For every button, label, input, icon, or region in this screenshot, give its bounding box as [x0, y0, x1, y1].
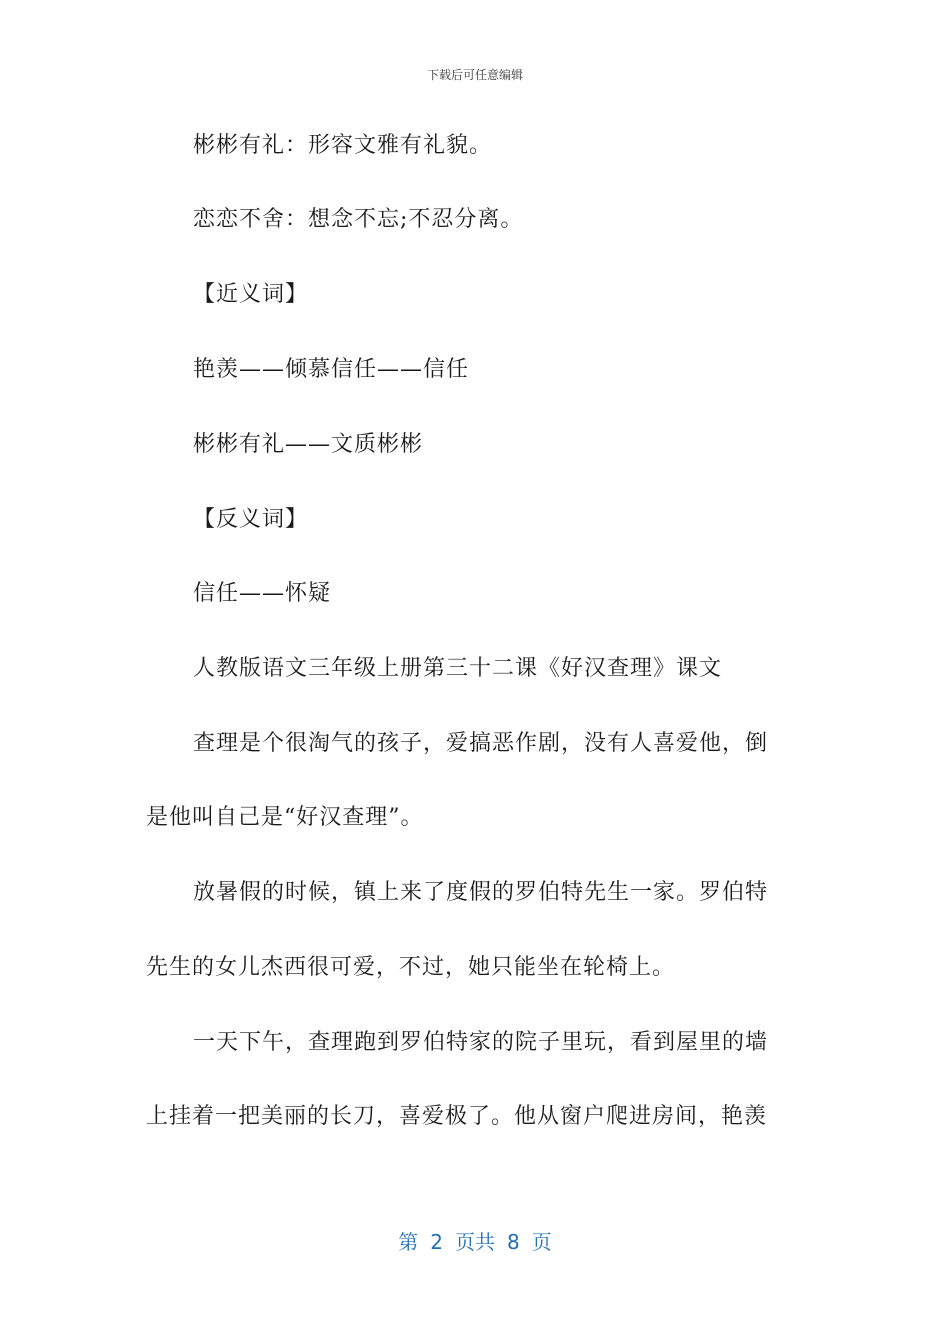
paragraph-line: 上挂着一把美丽的长刀，喜爱极了。他从窗户爬进房间，艳羡 — [146, 1104, 768, 1129]
paragraph-line: 放暑假的时候，镇上来了度假的罗伯特先生一家。罗伯特 — [193, 880, 769, 905]
section-heading: 【反义词】 — [193, 507, 309, 532]
paragraph-line: 先生的女儿杰西很可爱，不过，她只能坐在轮椅上。 — [146, 955, 676, 980]
paragraph-line: 查理是个很淘气的孩子，爱搞恶作剧，没有人喜爱他，倒 — [193, 731, 769, 756]
section-heading: 【近义词】 — [193, 282, 309, 307]
page-header: 下载后可任意编辑 — [426, 68, 523, 82]
paragraph-line: 恋恋不舍：想念不忘;不忍分离。 — [193, 207, 524, 232]
paragraph-line: 彬彬有礼：形容文雅有礼貌。 — [193, 133, 493, 158]
paragraph-line: 一天下午，查理跑到罗伯特家的院子里玩，看到屋里的墙 — [193, 1030, 769, 1055]
footer-suffix: 页 — [531, 1230, 552, 1254]
page-total: 8 — [507, 1230, 520, 1254]
page-footer — [0, 1226, 950, 1255]
footer-middle: 页共 — [455, 1230, 495, 1254]
paragraph-line: 信任——怀疑 — [193, 581, 332, 606]
paragraph-line: 彬彬有礼——文质彬彬 — [193, 432, 424, 457]
footer-prefix: 第 — [398, 1230, 419, 1254]
paragraph-line: 是他叫自己是“好汉查理”。 — [146, 805, 424, 830]
page-number: 2 — [430, 1230, 443, 1254]
lesson-title: 人教版语文三年级上册第三十二课《好汉查理》课文 — [193, 656, 723, 681]
paragraph-line: 艳羡——倾慕信任——信任 — [193, 357, 470, 382]
